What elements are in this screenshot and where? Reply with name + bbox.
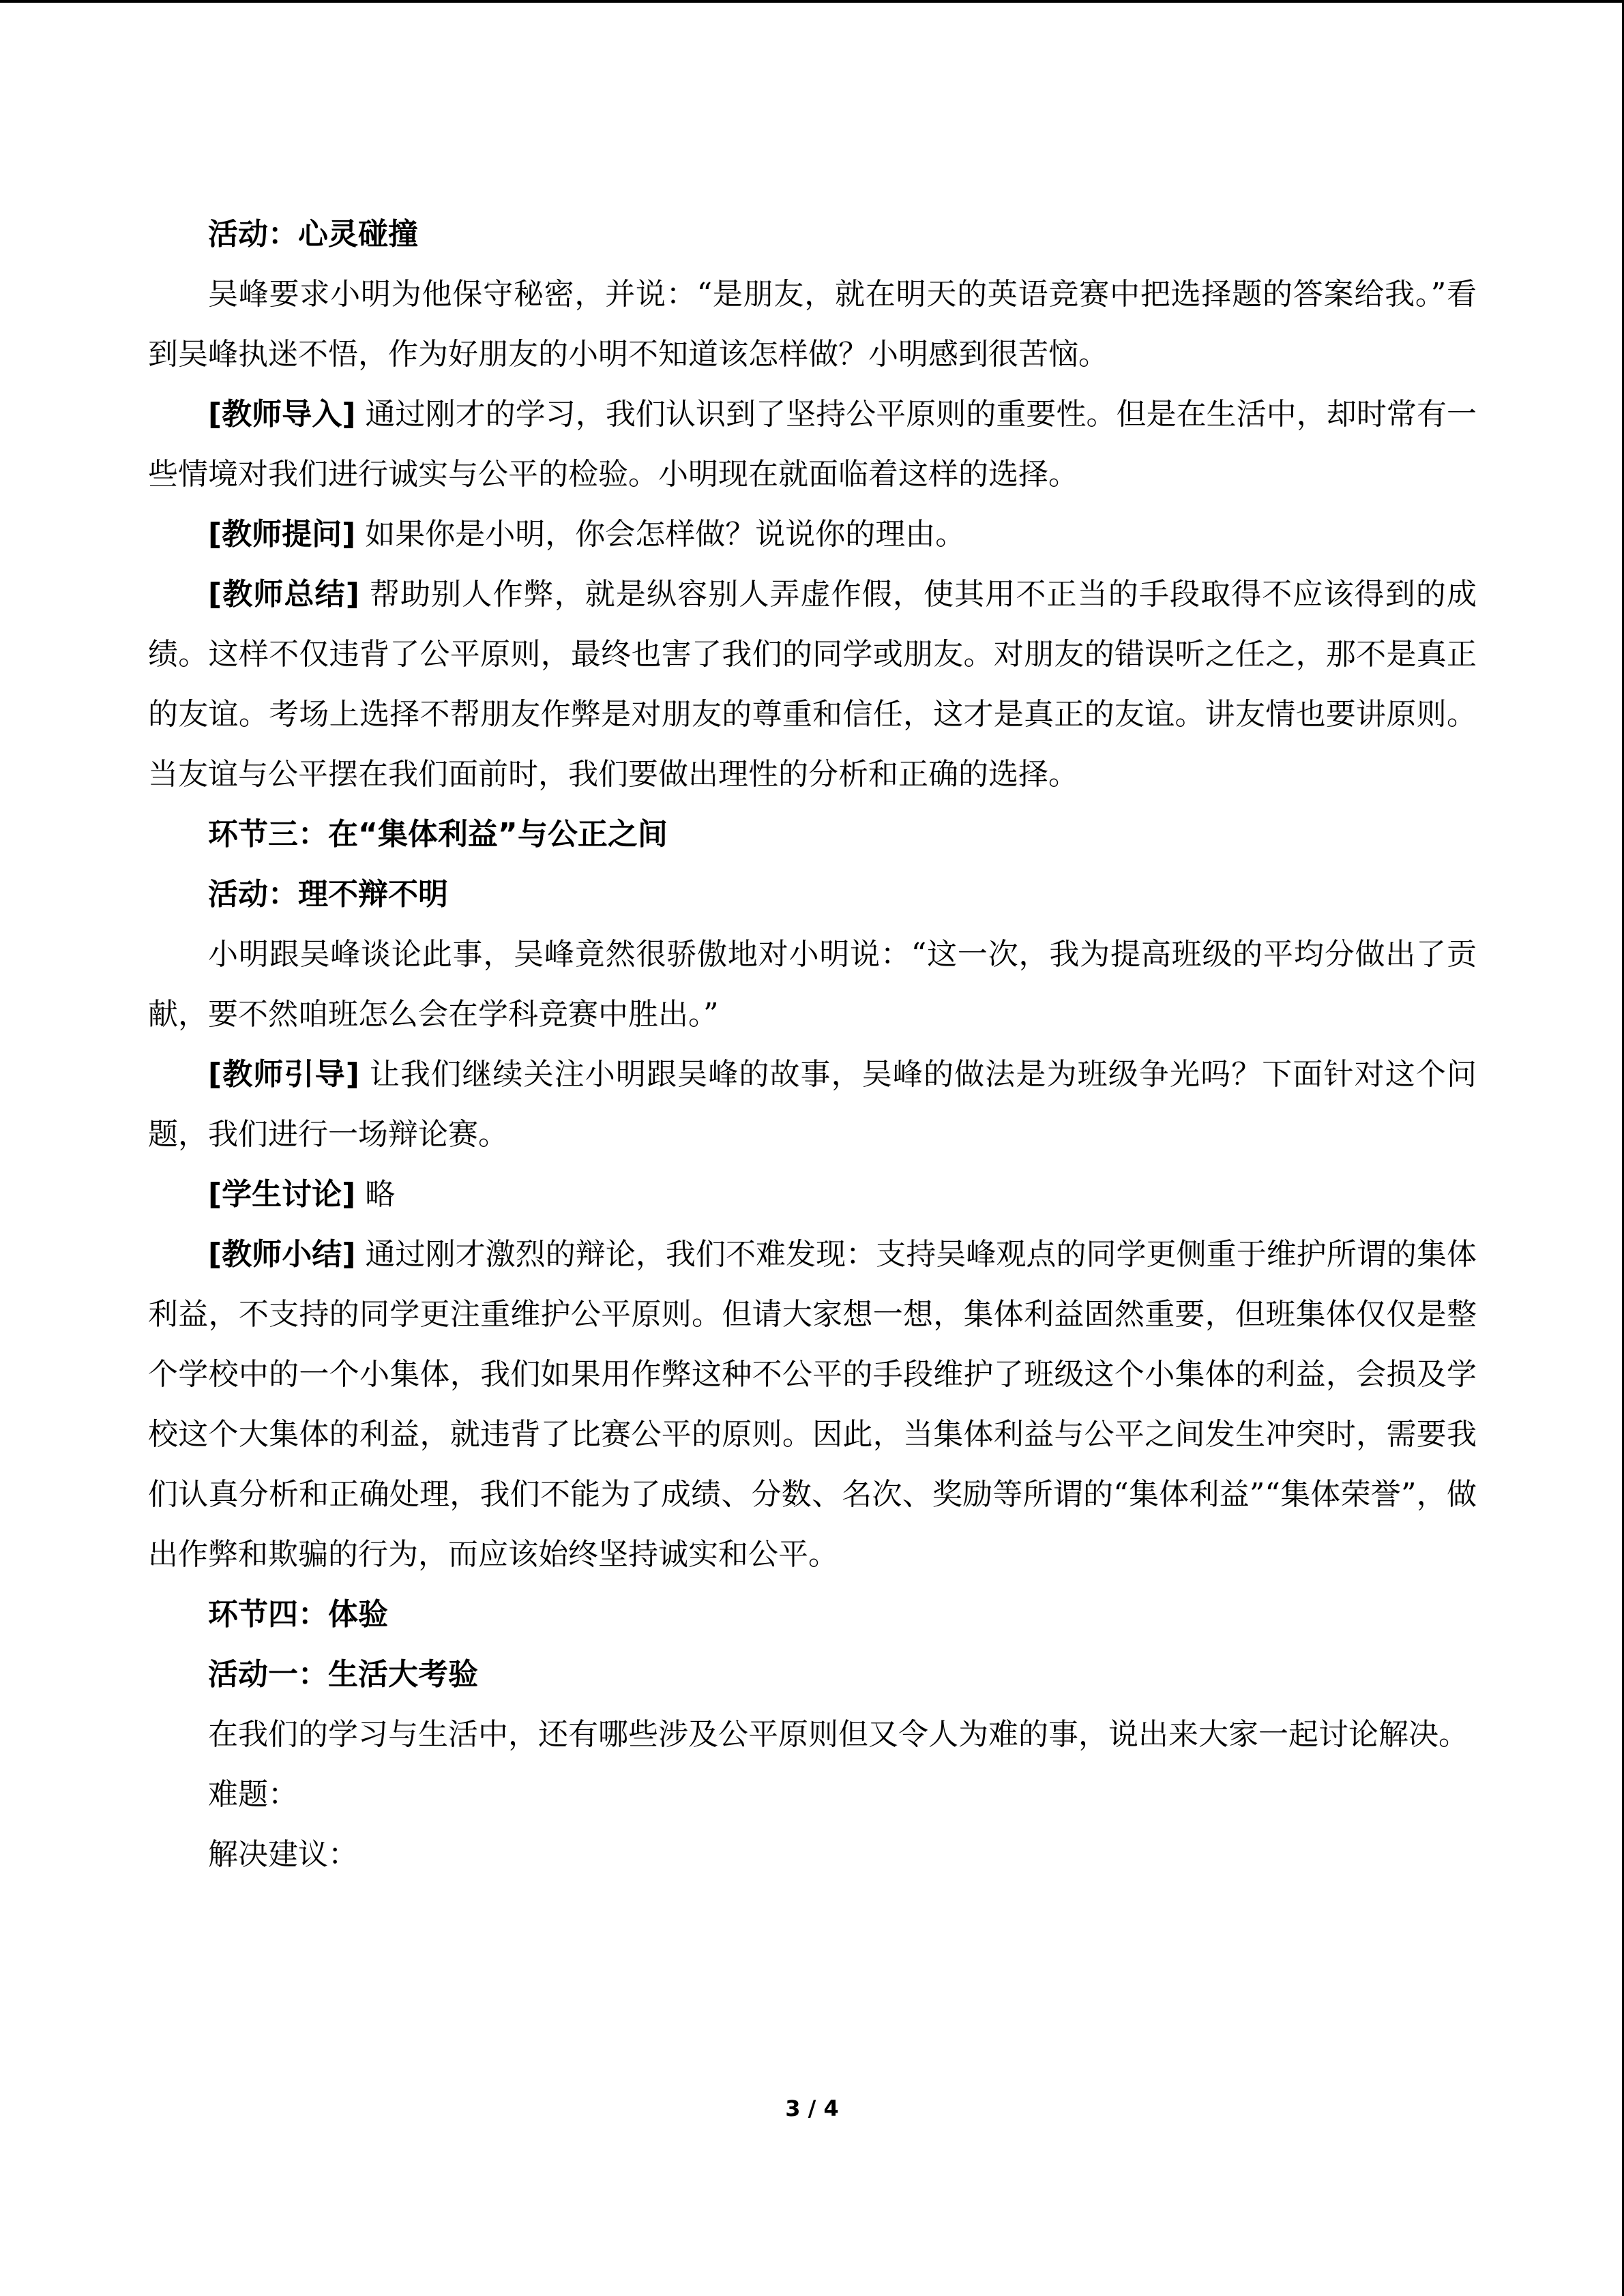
section-heading-four: 环节四：体验 xyxy=(208,1597,388,1632)
student-discussion-text: 略 xyxy=(365,1177,396,1212)
life-test-paragraph: 在我们的学习与生活中，还有哪些涉及公平原则但又令人为难的事，说出来大家一起讨论解决。 xyxy=(208,1717,1468,1752)
activity-heading-life-test: 活动一：生活大考验 xyxy=(208,1657,478,1692)
teacher-question-paragraph xyxy=(148,505,1477,565)
teacher-guide-paragraph xyxy=(148,1045,1477,1165)
teacher-conclusion-text: 通过刚才激烈的辩论，我们不难发现：支持吴峰观点的同学更侧重于维护所谓的集体利益，不支持的同学更注重维护公平原则。但请大家想一想，集体利益固然重要，但班集体仅仅是整个学校中的一个小集体，我们如果用作弊这种不公平的手段维护了班级这个小集体的利益，会损及学校这个大集体的利益，就违背了比赛公平的原则。因此，当集体利益与公平之间发生冲突时，需要我们认真分析和正确处理，我们不能为了成绩、分数、名次、奖励等所谓的“集体利益”“集体荣誉”，做出作弊和欺骗的行为，而应该始终坚持诚实和公平。 xyxy=(148,1237,1477,1572)
student-discussion-paragraph xyxy=(148,1165,1477,1225)
document-body xyxy=(148,205,1477,1885)
teacher-intro-paragraph xyxy=(148,385,1477,505)
teacher-summary-text: 帮助别人作弊，就是纵容别人弄虚作假，使其用不正当的手段取得不应该得到的成绩。这样不仅违背了公平原则，最终也害了我们的同学或朋友。对朋友的错误听之任之，那不是真正的友谊。考场上选择不帮朋友作弊是对朋友的尊重和信任，这才是真正的友谊。讲友情也要讲原则。当友谊与公平摆在我们面前时，我们要做出理性的分析和正确的选择。 xyxy=(148,577,1477,792)
problem-label: 难题： xyxy=(208,1777,298,1812)
top-border xyxy=(0,0,1624,3)
suggestion-label: 解决建议： xyxy=(208,1837,358,1872)
teacher-summary-paragraph xyxy=(148,565,1477,805)
teacher-summary-tag: [教师总结] xyxy=(208,577,359,612)
teacher-guide-tag: [教师引导] xyxy=(208,1057,359,1092)
teacher-conclusion-paragraph xyxy=(148,1225,1477,1585)
teacher-guide-text: 让我们继续关注小明跟吴峰的故事，吴峰的做法是为班级争光吗？下面针对这个问题，我们进行一场辩论赛。 xyxy=(148,1057,1477,1152)
teacher-intro-text: 通过刚才的学习，我们认识到了坚持公平原则的重要性。但是在生活中，却时常有一些情境对我们进行诚实与公平的检验。小明现在就面临着这样的选择。 xyxy=(148,397,1477,492)
page-number: 3 / 4 xyxy=(785,2096,839,2121)
teacher-conclusion-tag: [教师小结] xyxy=(208,1237,356,1272)
section-heading-three: 环节三：在“集体利益”与公正之间 xyxy=(208,817,668,852)
teacher-question-tag: [教师提问] xyxy=(208,517,356,552)
activity-heading-heart-collision: 活动：心灵碰撞 xyxy=(208,217,418,252)
student-discussion-tag: [学生讨论] xyxy=(208,1177,356,1212)
story-paragraph-secret: 吴峰要求小明为他保守秘密，并说：“是朋友，就在明天的英语竞赛中把选择题的答案给我。”看到吴峰执迷不悟，作为好朋友的小明不知道该怎样做？小明感到很苦恼。 xyxy=(148,277,1477,372)
activity-heading-debate: 活动：理不辩不明 xyxy=(208,877,448,912)
teacher-intro-tag: [教师导入] xyxy=(208,397,356,432)
story-paragraph-proud: 小明跟吴峰谈论此事，吴峰竟然很骄傲地对小明说：“这一次，我为提高班级的平均分做出了贡献，要不然咱班怎么会在学科竞赛中胜出。” xyxy=(148,937,1477,1032)
teacher-question-text: 如果你是小明，你会怎样做？说说你的理由。 xyxy=(365,517,966,552)
